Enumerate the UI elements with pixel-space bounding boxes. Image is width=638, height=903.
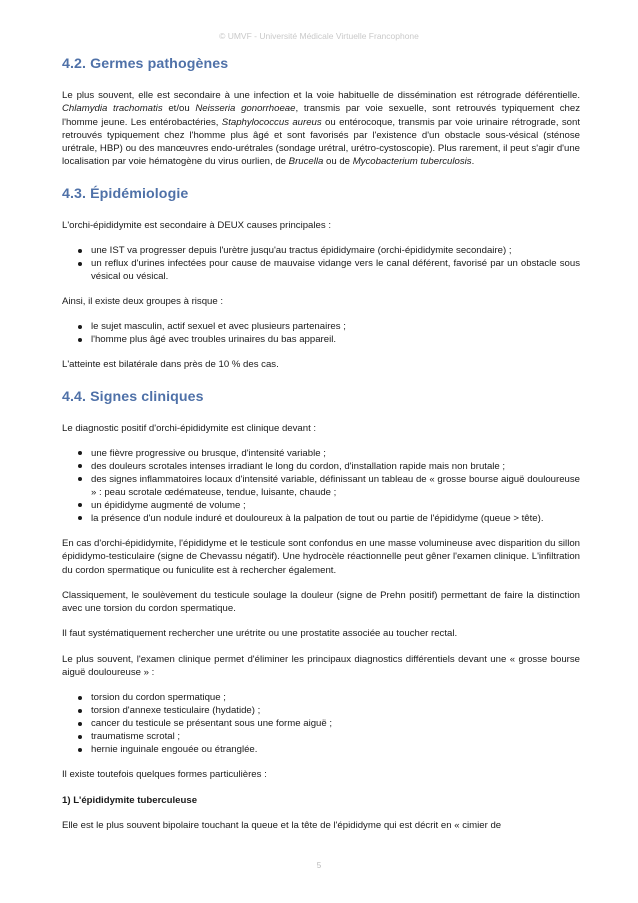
- list-item: un reflux d'urines infectées pour cause de mauvaise vidange vers le canal déférent, favorisé par un obstacle sous vésical ou vésical.: [78, 257, 580, 283]
- list-item: cancer du testicule se présentant sous une forme aiguë ;: [78, 717, 580, 730]
- text-run: , transmis par voie sexuelle, sont retrouvés typiquement chez l'homme jeune. Les entérobactéries,: [62, 103, 581, 128]
- chevassu-paragraph: En cas d'orchi-épididymite, l'épididyme et le testicule sont confondus en une masse volumineuse avec disparition du sillon épididymo-testiculaire (signe de Chevassu négatif). Une hydrocèle réactionnelle peut gêner l'examen clinique. L'infiltration du cordon spermatique ou funiculite est à rechercher également.: [62, 537, 580, 576]
- section-title-epidemiologie: 4.3. Épidémiologie: [62, 185, 189, 202]
- list-item: des douleurs scrotales intenses irradiant le long du cordon, d'installation rapide mais non brutale ;: [78, 460, 580, 473]
- differential-list: [62, 691, 580, 756]
- text-run: Le plus souvent, elle est secondaire à une infection et la voie habituelle de dissémination est rétrograde déférentielle.: [62, 90, 580, 101]
- page-number: 5: [316, 861, 322, 870]
- bilateral-paragraph: L'atteinte est bilatérale dans près de 10 % des cas.: [62, 359, 279, 371]
- list-item: torsion du cordon spermatique ;: [78, 691, 580, 704]
- organism-name: Staphylococcus aureus: [221, 116, 322, 128]
- differential-intro: Le plus souvent, l'examen clinique permet d'éliminer les principaux diagnostics différentiels devant une « grosse bourse aiguë douloureuse » :: [62, 653, 580, 679]
- organism-name: Brucella: [288, 156, 324, 168]
- prehn-paragraph: Classiquement, le soulèvement du testicule soulage la douleur (signe de Prehn positif) permettant de faire la distinction avec une torsion du cordon spermatique.: [62, 589, 580, 615]
- section-title-signes: 4.4. Signes cliniques: [62, 388, 204, 405]
- organism-name: Neisseria gonorrhoeae: [195, 103, 296, 115]
- list-item: un épididyme augmenté de volume ;: [78, 499, 580, 512]
- text-run: ou de: [323, 156, 353, 168]
- particular-forms-intro: Il existe toutefois quelques formes particulières :: [62, 769, 267, 781]
- list-item: la présence d'un nodule induré et douloureux à la palpation de tout ou partie de l'épididyme (queue > tête).: [78, 512, 580, 525]
- organism-name: Mycobacterium tuberculosis: [352, 156, 472, 168]
- list-item: l'homme plus âgé avec troubles urinaires du bas appareil.: [78, 333, 580, 346]
- list-item: des signes inflammatoires locaux d'intensité variable, définissant un tableau de « grosse bourse aiguë douloureuse » : peau scrotale œdémateuse, tendue, luisante, chaude ;: [78, 473, 580, 499]
- page-header: © UMVF - Université Médicale Virtuelle Francophone: [219, 31, 419, 41]
- page-content: [62, 55, 580, 844]
- causes-list: [62, 244, 580, 283]
- risk-groups-list: [62, 320, 580, 346]
- signes-intro: Le diagnostic positif d'orchi-épididymite est clinique devant :: [62, 422, 317, 434]
- organism-name: Chlamydia trachomatis: [62, 103, 163, 115]
- text-run: et/ou: [162, 103, 196, 115]
- list-item: hernie inguinale engouée ou étranglée.: [78, 743, 580, 756]
- clinical-signs-list: [62, 447, 580, 525]
- risk-groups-intro: Ainsi, il existe deux groupes à risque :: [62, 296, 224, 308]
- subheading-tuberculeuse: 1) L'épididymite tuberculeuse: [62, 794, 198, 806]
- tuberculeuse-paragraph: Elle est le plus souvent bipolaire touchant la queue et la tête de l'épididyme qui est décrit en « cimier de: [62, 819, 502, 831]
- list-item: torsion d'annexe testiculaire (hydatide) ;: [78, 704, 580, 717]
- epidemiologie-intro: L'orchi-épididymite est secondaire à DEUX causes principales :: [62, 219, 331, 231]
- toucher-rectal-paragraph: Il faut systématiquement rechercher une urétrite ou une prostatite associée au toucher rectal.: [62, 628, 458, 640]
- list-item: une IST va progresser depuis l'urètre jusqu'au tractus épididymaire (orchi-épididymite secondaire) ;: [78, 244, 580, 257]
- text-run: .: [471, 156, 475, 168]
- germes-paragraph: [62, 89, 580, 169]
- section-title-germes: 4.2. Germes pathogènes: [62, 56, 229, 72]
- list-item: traumatisme scrotal ;: [78, 730, 580, 743]
- list-item: une fièvre progressive ou brusque, d'intensité variable ;: [78, 447, 580, 460]
- text-run: ou entérocoque, transmis par voie urinaire rétrograde, sont retrouvés typiquement chez l'homme plus âgé et sont favorisés par l'existence d'un obstacle sous-vésical (sténose urétrale, HBP) ou des manœuvres endo-urétrales (sondage urétral, urétro-cystoscopie). Plus rarement, il peut s'agir d'une localisation par voie hématogène du virus ourlien, de: [62, 116, 580, 168]
- list-item: le sujet masculin, actif sexuel et avec plusieurs partenaires ;: [78, 320, 580, 333]
